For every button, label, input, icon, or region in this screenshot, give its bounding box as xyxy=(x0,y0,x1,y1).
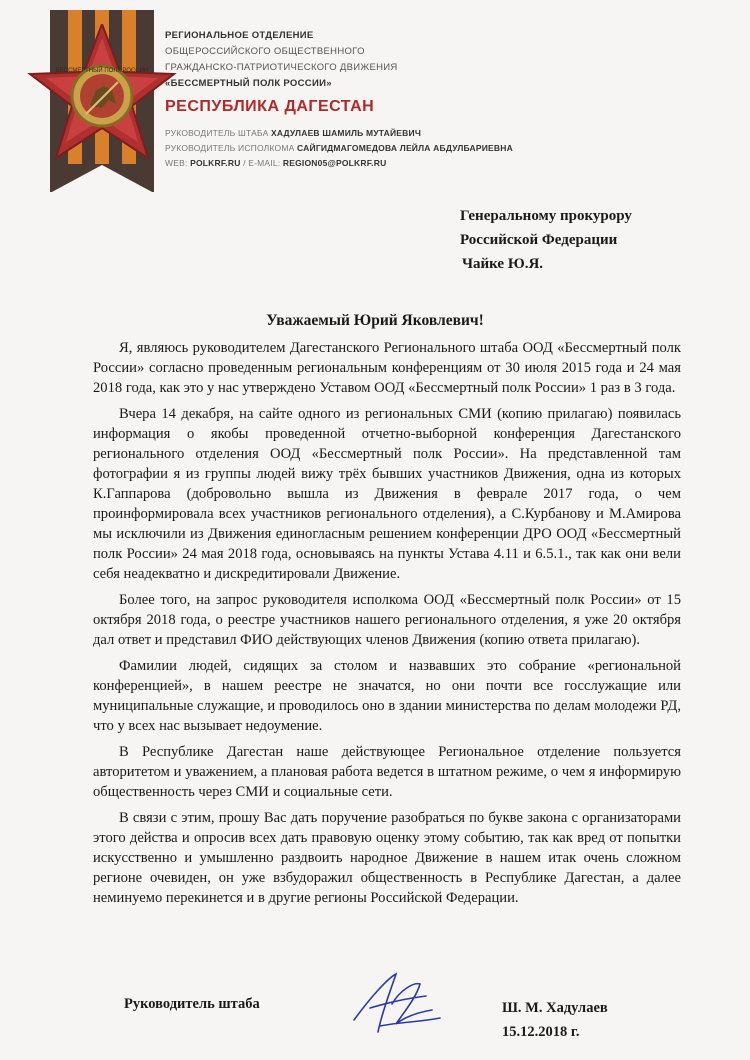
addressee-line-2: Российской Федерации xyxy=(460,232,618,248)
signatory-block xyxy=(502,996,608,1044)
addressee-line-3: Чайке Ю.Я. xyxy=(462,256,544,272)
paragraph: Я, являюсь руководителем Дагестанского Регионального штаба ООД «Бессмертный полк России» согласно проведенным региональным конференциям от 30 июля 2015 года и 24 мая 2018 года, как это у нас утверждено Уставом ООД «Бессмертный полк России» 1 раз в 3 года. xyxy=(93,340,681,396)
contacts-separator: / xyxy=(243,158,246,168)
letter-body xyxy=(93,338,681,914)
head-of-staff-line xyxy=(165,126,585,141)
head-name: ХАДУЛАЕВ ШАМИЛЬ МУТАЙЕВИЧ xyxy=(271,128,422,138)
exec-name: САЙГИДМАГОМЕДОВА ЛЕЙЛА АБДУЛБАРИЕВНА xyxy=(297,143,513,153)
region-title: РЕСПУБЛИКА ДАГЕСТАН xyxy=(165,98,375,115)
letter-date: 15.12.2018 г. xyxy=(502,1024,580,1040)
org-line-3: ГРАЖДАНСКО-ПАТРИОТИЧЕСКОГО ДВИЖЕНИЯ xyxy=(165,62,398,73)
web-link[interactable]: POLKRF.RU xyxy=(190,158,241,168)
head-label: РУКОВОДИТЕЛЬ ШТАБА xyxy=(165,128,269,138)
signatory-position: Руководитель штаба xyxy=(124,996,260,1012)
emblem-text: БЕССМЕРТНЫЙ ПОЛК РОССИИ xyxy=(55,68,149,74)
paragraph: Фамилии людей, сидящих за столом и назвавших это собрание «региональной конференцией», в нашем реестре не значатся, но они почти все госслужащие или муниципальные служащие, и проводилось оно в здании министерства по делам молодежи РД, что у всех нас вызывает недоумение. xyxy=(93,658,681,734)
email-link[interactable]: REGION05@POLKRF.RU xyxy=(282,158,387,168)
addressee-block xyxy=(460,204,632,276)
exec-head-line xyxy=(165,141,585,156)
handwritten-signature xyxy=(340,968,450,1040)
org-line-4: «БЕССМЕРТНЫЙ ПОЛК РОССИИ» xyxy=(165,78,332,89)
greeting: Уважаемый Юрий Яковлевич! xyxy=(266,312,484,329)
contacts-line xyxy=(165,156,585,171)
exec-label: РУКОВОДИТЕЛЬ ИСПОЛКОМА xyxy=(165,143,295,153)
org-line-2: ОБЩЕРОССИЙСКОГО ОБЩЕСТВЕННОГО xyxy=(165,46,365,57)
paragraph: Более того, на запрос руководителя исполкома ООД «Бессмертный полк России» от 15 октября 2018 года, о реестре участников нашего регионального отделения, я уже 20 октября дал ответ и представил ФИО действующих членов Движения (копию ответа прилагаю). xyxy=(93,592,681,648)
addressee-line-1: Генеральному прокурору xyxy=(460,208,632,224)
web-label: WEB: xyxy=(165,158,188,168)
immortal-regiment-star-emblem xyxy=(16,24,188,164)
paragraph: В связи с этим, прошу Вас дать поручение разобраться по букве закона с организаторами этого действа и опросив всех дать правовую оценку этому событию, так как вред от попытки искусственно и умышленно раздвоить народное Движение в нашем итак очень сложном регионе очевиден, он уже взбудоражил общественность в Республике Дагестан, а далее неминуемо перекинется и в другие регионы Российской Федерации. xyxy=(93,810,681,906)
signatory-name: Ш. М. Хадулаев xyxy=(502,1000,608,1016)
org-line-1: РЕГИОНАЛЬНОЕ ОТДЕЛЕНИЕ xyxy=(165,30,314,41)
paragraph: Вчера 14 декабря, на сайте одного из региональных СМИ (копию прилагаю) появилась информация о якобы проведенной отчетно-выборной конференция Дагестанского регионального отделения ООД «Бессмертный полк России». На представленной там фотографии я из группы людей вижу трёх бывших участников Движения, одна из которых К.Гаппарова (добровольно вышла из Движения в феврале 2017 года, о чем проинформировала всех участников регионального отделения), а С.Курбанову и М.Амирова мы исключили из Движения единогласным решением конференции ДРО ООД «Бессмертный полк России» 24 мая 2018 года, основываясь на пункты Устава 4.11 и 6.5.1., так как они вели себя неадекватно и дискредитировали Движение. xyxy=(93,406,681,582)
letterhead xyxy=(165,28,585,171)
email-label: E-MAIL: xyxy=(248,158,281,168)
paragraph: В Республике Дагестан наше действующее Региональное отделение пользуется авторитетом и уважением, а плановая работа ведется в штатном режиме, о чем я информирую общественность через СМИ и социальные сети. xyxy=(93,744,681,800)
